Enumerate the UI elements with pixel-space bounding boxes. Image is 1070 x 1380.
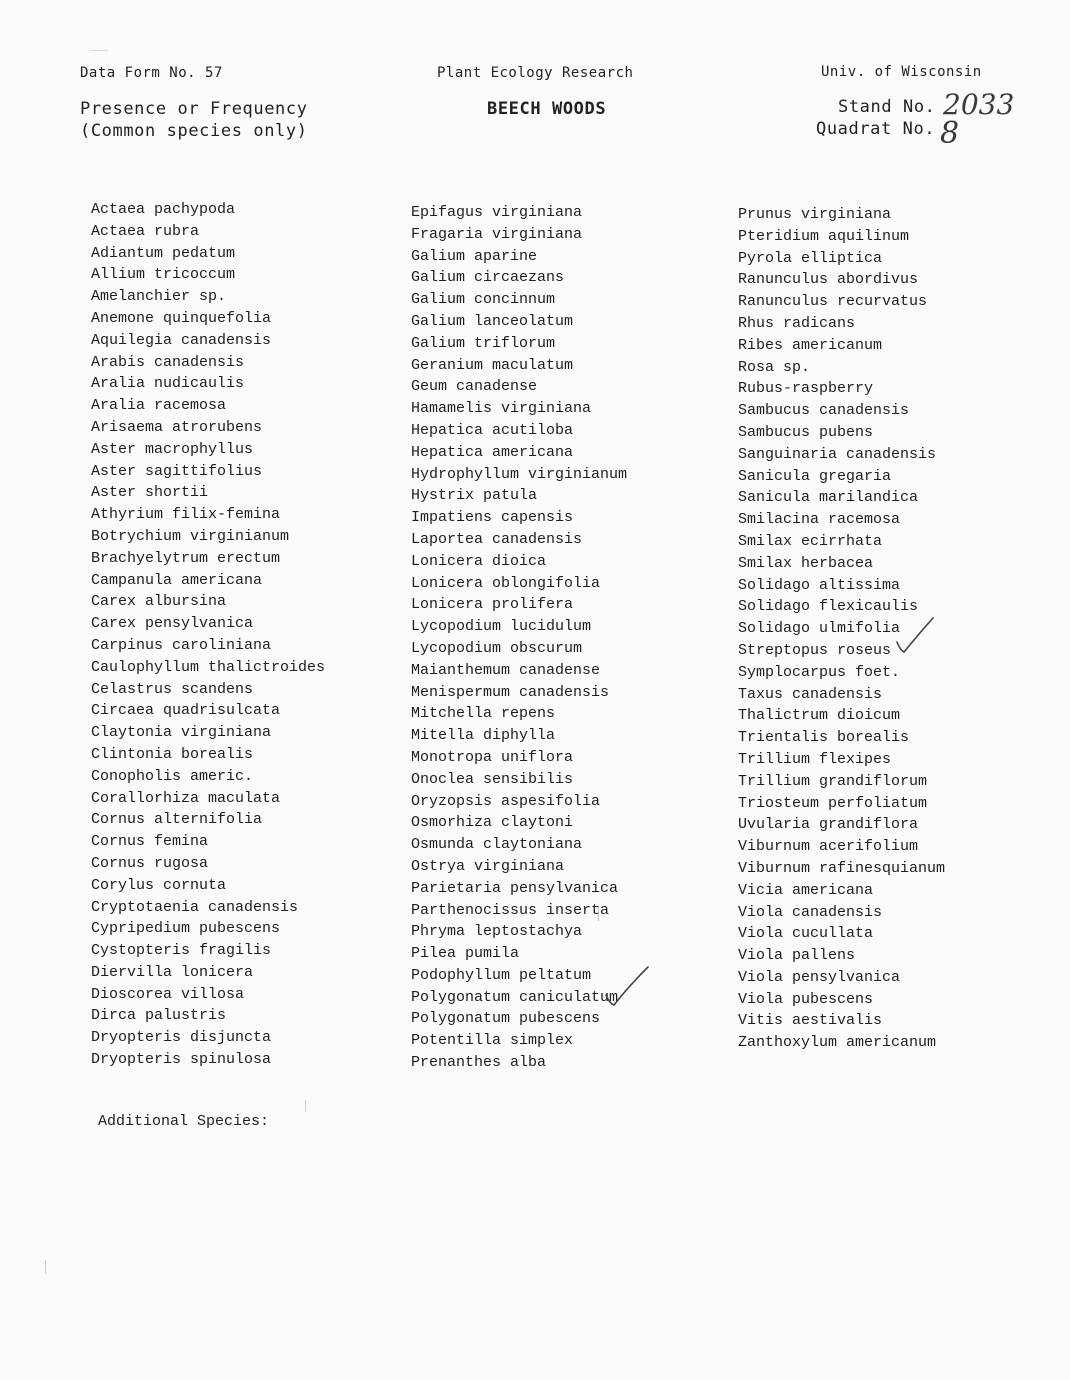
species-item: Cornus rugosa — [91, 854, 209, 872]
species-item: Lonicera dioica — [411, 552, 547, 570]
quadrat-number-handwritten: 8 — [940, 116, 960, 151]
species-item: Brachyelytrum erectum — [91, 549, 281, 567]
species-item: Conopholis americ. — [91, 767, 254, 785]
species-item: Prunus virginiana — [738, 206, 892, 223]
species-item: Viola pubescens — [738, 990, 874, 1008]
species-item: Polygonatum caniculatum — [411, 988, 619, 1006]
species-item: Podophyllum peltatum — [411, 966, 592, 984]
species-item: Streptopus roseus — [738, 641, 892, 659]
species-item: Solidago ulmifolia — [738, 620, 901, 638]
species-item: Aster sagittifolius — [91, 462, 263, 480]
species-item: Pteridium aquilinum — [738, 227, 910, 245]
species-item: Ranunculus recurvatus — [738, 293, 928, 311]
form-number: Data Form No. 57 — [80, 65, 223, 81]
species-item: Sanicula gregaria — [738, 467, 892, 485]
species-item: Galium triflorum — [411, 334, 556, 352]
species-item: Oryzopsis aspesifolia — [411, 792, 601, 810]
community-title: BEECH WOODS — [487, 99, 607, 119]
species-item: Viola cucullata — [738, 925, 874, 943]
paper-mark — [90, 50, 108, 51]
university: Univ. of Wisconsin — [821, 64, 982, 80]
species-item: Solidago altissima — [738, 576, 901, 594]
species-item: Aster shortii — [91, 484, 209, 502]
species-column-1 — [91, 199, 325, 1071]
species-item: Allium tricoccum — [91, 266, 236, 284]
species-item: Aralia nudicaulis — [91, 375, 245, 393]
species-item: Sambucus pubens — [738, 423, 874, 441]
species-item: Arisaema atrorubens — [91, 418, 263, 436]
species-item: Dirca palustris — [91, 1007, 227, 1025]
species-item: Clintonia borealis — [91, 745, 254, 763]
species-item: Diervilla lonicera — [91, 963, 254, 981]
species-item: Campanula americana — [91, 571, 263, 589]
species-item: Solidago flexicaulis — [738, 598, 919, 616]
species-item: Claytonia virginiana — [91, 724, 272, 742]
form-type-line2: (Common species only) — [80, 121, 308, 141]
species-item: Aster macrophyllus — [91, 440, 254, 458]
species-item: Taxus canadensis — [738, 685, 883, 703]
species-item: Onoclea sensibilis — [411, 770, 574, 788]
species-item: Ranunculus abordivus — [738, 271, 919, 289]
species-item: Lonicera prolifera — [411, 596, 574, 614]
species-item: Viola pensylvanica — [738, 968, 901, 986]
species-item: Ostrya virginiana — [411, 857, 565, 875]
paper-mark — [598, 905, 599, 921]
species-item: Ribes americanum — [738, 336, 883, 354]
species-item: Carex pensylvanica — [91, 615, 254, 633]
species-item: Pilea pumila — [411, 945, 520, 963]
species-item: Parietaria pensylvanica — [411, 879, 619, 897]
species-item: Amelanchier sp. — [91, 288, 227, 306]
species-item: Cypripedium pubescens — [91, 920, 281, 938]
species-item: Impatiens capensis — [411, 509, 574, 527]
species-item: Carex albursina — [91, 593, 227, 611]
species-item: Rubus-raspberry — [738, 380, 874, 398]
species-item: Actaea rubra — [91, 222, 200, 240]
species-item: Trillium grandiflorum — [738, 772, 928, 790]
species-item: Lycopodium lucidulum — [411, 618, 592, 636]
stand-number-handwritten: 2033 — [943, 88, 1015, 121]
species-item: Epifagus virginiana — [411, 204, 583, 221]
species-item: Dioscorea villosa — [91, 985, 245, 1003]
species-item: Viola canadensis — [738, 903, 883, 921]
species-item: Cryptotaenia canadensis — [91, 898, 299, 916]
species-item: Smilax herbacea — [738, 554, 874, 572]
check-mark-polygonatum-pubescens — [600, 963, 652, 1009]
additional-species-label: Additional Species: — [98, 1113, 270, 1130]
species-item: Dryopteris disjuncta — [91, 1029, 272, 1047]
species-item: Polygonatum pubescens — [411, 1010, 601, 1028]
species-item: Caulophyllum thalictroides — [91, 658, 326, 676]
quadrat-label: Quadrat No. — [816, 119, 936, 139]
species-item: Hepatica americana — [411, 443, 574, 461]
species-item: Vicia americana — [738, 881, 874, 899]
species-item: Symplocarpus foet. — [738, 663, 901, 681]
species-item: Trientalis borealis — [738, 729, 910, 747]
organization: Plant Ecology Research — [437, 65, 634, 81]
species-item: Potentilla simplex — [411, 1032, 574, 1050]
species-item: Botrychium virginianum — [91, 527, 290, 545]
species-item: Mitchella repens — [411, 705, 556, 723]
species-item: Phryma leptostachya — [411, 923, 583, 941]
species-item: Corallorhiza maculata — [91, 789, 281, 807]
species-item: Arabis canadensis — [91, 353, 245, 371]
species-item: Pyrola elliptica — [738, 249, 883, 267]
species-item: Anemone quinquefolia — [91, 309, 272, 327]
species-item: Carpinus caroliniana — [91, 636, 272, 654]
species-item: Lycopodium obscurum — [411, 639, 583, 657]
species-item: Monotropa uniflora — [411, 748, 574, 766]
species-item: Zanthoxylum americanum — [738, 1034, 937, 1052]
species-item: Smilacina racemosa — [738, 511, 901, 529]
species-item: Sambucus canadensis — [738, 402, 910, 420]
species-item: Aralia racemosa — [91, 397, 227, 415]
species-item: Parthenocissus inserta — [411, 901, 610, 919]
species-item: Athyrium filix-femina — [91, 506, 281, 524]
species-item: Trillium flexipes — [738, 750, 892, 768]
species-item: Smilax ecirrhata — [738, 532, 883, 550]
paper-mark — [45, 1260, 46, 1274]
species-item: Galium lanceolatum — [411, 312, 574, 330]
species-item: Hamamelis virginiana — [411, 400, 592, 418]
species-item: Circaea quadrisulcata — [91, 702, 281, 720]
species-item: Cystopteris fragilis — [91, 942, 272, 960]
paper-mark — [305, 1100, 306, 1112]
species-item: Osmorhiza claytoni — [411, 814, 574, 832]
species-item: Hystrix patula — [411, 487, 538, 505]
species-item: Uvularia grandiflora — [738, 816, 919, 834]
species-item: Corylus cornuta — [91, 876, 227, 894]
species-item: Galium concinnum — [411, 291, 556, 309]
species-item: Galium aparine — [411, 247, 538, 265]
species-item: Triosteum perfoliatum — [738, 794, 928, 812]
species-item: Hepatica acutiloba — [411, 421, 574, 439]
species-item: Maianthemum canadense — [411, 661, 601, 679]
species-item: Viburnum acerifolium — [738, 838, 919, 856]
species-item: Celastrus scandens — [91, 680, 254, 698]
species-item: Aquilegia canadensis — [91, 331, 272, 349]
species-item: Sanicula marilandica — [738, 489, 919, 507]
species-item: Prenanthes alba — [411, 1054, 547, 1072]
species-item: Dryopteris spinulosa — [91, 1051, 272, 1069]
species-item: Geum canadense — [411, 378, 538, 396]
species-item: Lonicera oblongifolia — [411, 574, 601, 592]
form-type-line1: Presence or Frequency — [80, 99, 308, 119]
species-column-2 — [411, 202, 627, 1074]
species-item: Viola pallens — [738, 947, 856, 965]
species-item: Laportea canadensis — [411, 530, 583, 548]
species-item: Cornus femina — [91, 833, 209, 851]
species-item: Thalictrum dioicum — [738, 707, 901, 725]
species-item: Mitella diphylla — [411, 727, 556, 745]
species-item: Viburnum rafinesquianum — [738, 859, 946, 877]
species-item: Rosa sp. — [738, 358, 811, 376]
stand-label: Stand No. — [838, 97, 936, 117]
species-item: Actaea pachypoda — [91, 201, 236, 218]
species-item: Adiantum pedatum — [91, 244, 236, 262]
species-item: Geranium maculatum — [411, 356, 574, 374]
species-item: Menispermum canadensis — [411, 683, 610, 701]
check-mark-streptopus-roseus — [893, 614, 937, 658]
species-item: Vitis aestivalis — [738, 1012, 883, 1030]
species-item: Osmunda claytoniana — [411, 836, 583, 854]
species-item: Cornus alternifolia — [91, 811, 263, 829]
species-item: Hydrophyllum virginianum — [411, 465, 628, 483]
species-item: Rhus radicans — [738, 314, 856, 332]
species-item: Fragaria virginiana — [411, 225, 583, 243]
species-item: Sanguinaria canadensis — [738, 445, 937, 463]
species-item: Galium circaezans — [411, 269, 565, 287]
